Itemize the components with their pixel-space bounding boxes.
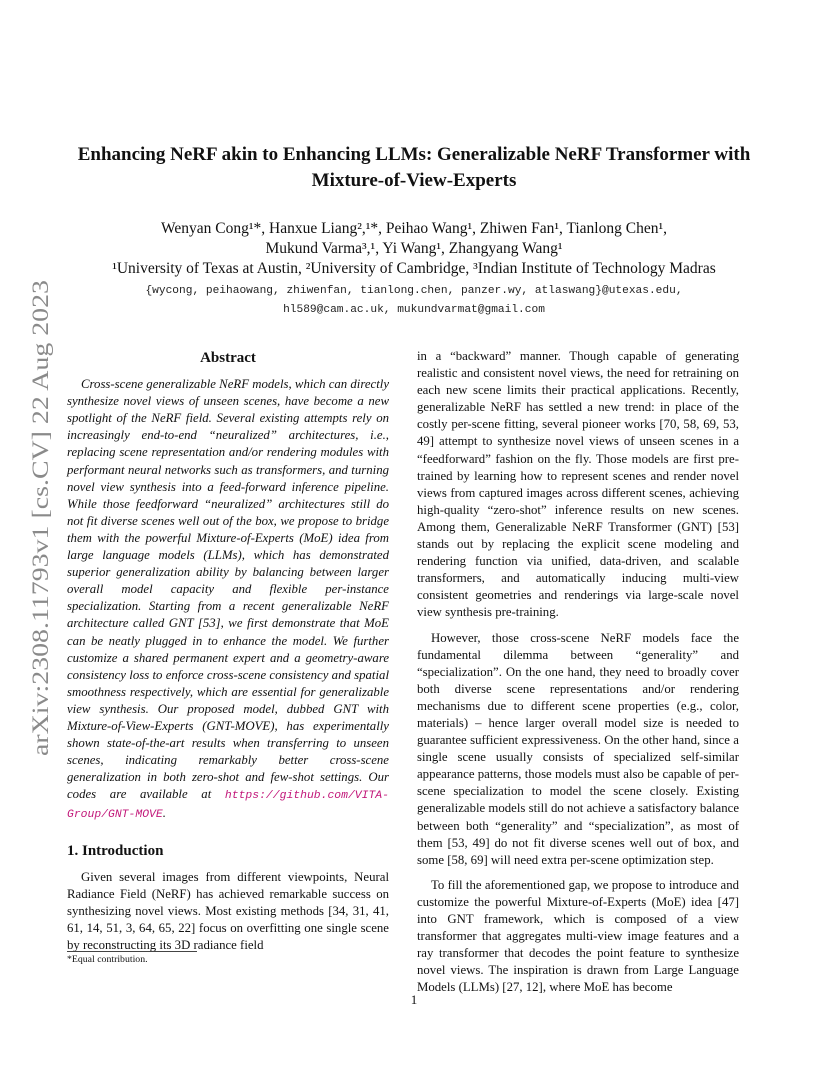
- abstract-text: Cross-scene generalizable NeRF models, which can directly synthesize novel views of unseen scenes, have become a new spotlight of the NeRF field. Several existing attempts rely on increasingly end-to-end “neuralized” architectures, i.e., replacing scene representation and/or rendering modules with performant neural networks such as transformers, and turning novel view synthesis into a feed-forward inference pipeline. While those feedforward “neuralized” architectures still do not fit diverse scenes well out of the box, we propose to bridge them with the powerful Mixture-of-Experts (MoE) idea from large language models (LLMs), which has demonstrated superior generalization ability by balancing between larger overall model capacity and flexible per-instance specialization. Starting from a recent generalizable NeRF architecture called GNT [53], we first demonstrate that MoE can be neatly plugged in to enhance the model. We further customize a shared permanent expert and a geometry-aware consistency loss to enforce cross-scene consistency and spatial smoothness respectively, which are essential for generalizable view synthesis. Our proposed model, dubbed GNT with Mixture-of-View-Experts (GNT-MOVE), has experimentally shown state-of-the-art results when transferring to unseen scenes, indicating remarkably better cross-scene generalization in both zero-shot and few-shot settings. Our codes are available at: [67, 377, 389, 802]
- intro-paragraph-4: To fill the aforementioned gap, we propose to introduce and customize the powerful Mixture-of-Experts (MoE) idea [47] into GNT framework, which is composed of a view transformer that aggregates multi-view image features and a ray transformer that decodes the point feature to synthesize novel views. The inspiration is drawn from Large Language Models (LLMs) [27, 12], where MoE has become: [417, 877, 739, 995]
- affiliations: ¹University of Texas at Austin, ²University of Cambridge, ³Indian Institute of Technology Madras: [112, 260, 716, 277]
- author-emails: [60, 282, 768, 320]
- section-heading-introduction: 1. Introduction: [67, 842, 164, 859]
- abstract-body: Cross-scene generalizable NeRF models, which can directly synthesize novel views of unseen scenes, have become a new spotlight of the NeRF field. Several existing attempts rely on increasingly end-to-end “neuralized” architectures, i.e., replacing scene representation and/or rendering modules with performant neural networks such as transformers, and turning novel view synthesis into a feed-forward inference pipeline. While those feedforward “neuralized” architectures still do not fit diverse scenes well out of the box, we propose to bridge them with the powerful Mixture-of-Experts (MoE) idea from large language models (LLMs), which has demonstrated superior generalization ability by balancing between larger overall model capacity and flexible per-instance specialization. Starting from a recent generalizable NeRF architecture called GNT [53], we first demonstrate that MoE can be neatly plugged in to enhance the model. We further customize a shared permanent expert and a geometry-aware consistency loss to enforce cross-scene consistency and spatial smoothness respectively, which are essential for generalizable view synthesis. Our proposed model, dubbed GNT with Mixture-of-View-Experts (GNT-MOVE), has experimentally shown state-of-the-art results when transferring to unseen scenes, indicating remarkably better cross-scene generalization in both zero-shot and few-shot settings. Our codes are available at https://github.com/VITA-Group/GNT-MOVE.: [67, 377, 389, 822]
- intro-paragraph-2: in a “backward” manner. Though capable of generating realistic and consistent novel views, the need for retraining on each new scene limits their practical applications. Recently, generalizable NeRF has settled a new trend: in place of the costly per-scene fitting, several pioneer works [70, 58, 69, 53, 49] attempt to synthesize novel views of unseen scenes in a “feedforward” fashion on the fly. Those models are first pre-trained by learning how to represent scenes and render novel views from captured images across different scenes, achieving high-quality “zero-shot” inference results on new scenes. Among them, Generalizable NeRF Transformer (GNT) [53] stands out by replacing the explicit scene modeling and rendering function via unified, data-driven, and scalable transformers, and automatically inducing multi-view consistent geometries and renderings via large-scale novel view synthesis pre-training.: [417, 349, 739, 620]
- intro-paragraph-3: However, those cross-scene NeRF models face the fundamental dilemma between “generality” and “specialization”. On the one hand, they need to broadly cover both diverse scene representations and/or rendering mechanisms due to different scene properties (e.g., color, materials) – hence larger overall model size is needed to guarantee sufficient expressiveness. On the other hand, since a single scene usually consists of specialized self-similar appearance patterns, those models must also be capable of per-scene specialization to model the scene closely. Existing generalizable models still do not achieve a satisfactory balance between both “generality” and “specialization”, as most of them [53, 49] do not fit diverse scenes well out of box, and some [58, 69] will need extra per-scene optimization step.: [417, 630, 739, 867]
- intro-paragraph-1: Given several images from different viewpoints, Neural Radiance Field (NeRF) has achieved remarkable success on synthesizing novel views. Most existing methods [34, 31, 41, 61, 14, 51, 3, 64, 65, 22] focus on overfitting one single scene by reconstructing its 3D radiance field: [67, 869, 389, 952]
- emails-line-1: {wycong, peihaowang, zhiwenfan, tianlong.chen, panzer.wy, atlaswang}@utexas.edu,: [145, 285, 683, 297]
- footnote-equal-contribution: *Equal contribution.: [67, 954, 148, 965]
- authors-line-1: Wenyan Cong¹*, Hanxue Liang²,¹*, Peihao Wang¹, Zhiwen Fan¹, Tianlong Chen¹,: [161, 220, 667, 237]
- arxiv-id-text: arXiv:2308.11793v1 [cs.CV] 22 Aug 2023: [28, 354, 54, 756]
- authors-line-2: Mukund Varma³,¹, Yi Wang¹, Zhangyang Wang¹: [265, 240, 563, 257]
- abstract-heading: Abstract: [200, 350, 256, 366]
- arxiv-watermark: [22, 278, 56, 758]
- left-column: [67, 350, 389, 954]
- code-link[interactable]: https://github.com/VITA-Group/GNT-MOVE: [67, 790, 389, 822]
- page-number: 1: [410, 992, 418, 1007]
- author-list: [60, 219, 768, 259]
- emails-line-2: hl589@cam.ac.uk, mukundvarmat@gmail.com: [283, 304, 545, 316]
- right-column: [417, 348, 739, 996]
- footnote-divider: [67, 951, 197, 952]
- paper-title: Enhancing NeRF akin to Enhancing LLMs: Generalizable NeRF Transformer with Mixture-of-View-Experts: [77, 144, 751, 191]
